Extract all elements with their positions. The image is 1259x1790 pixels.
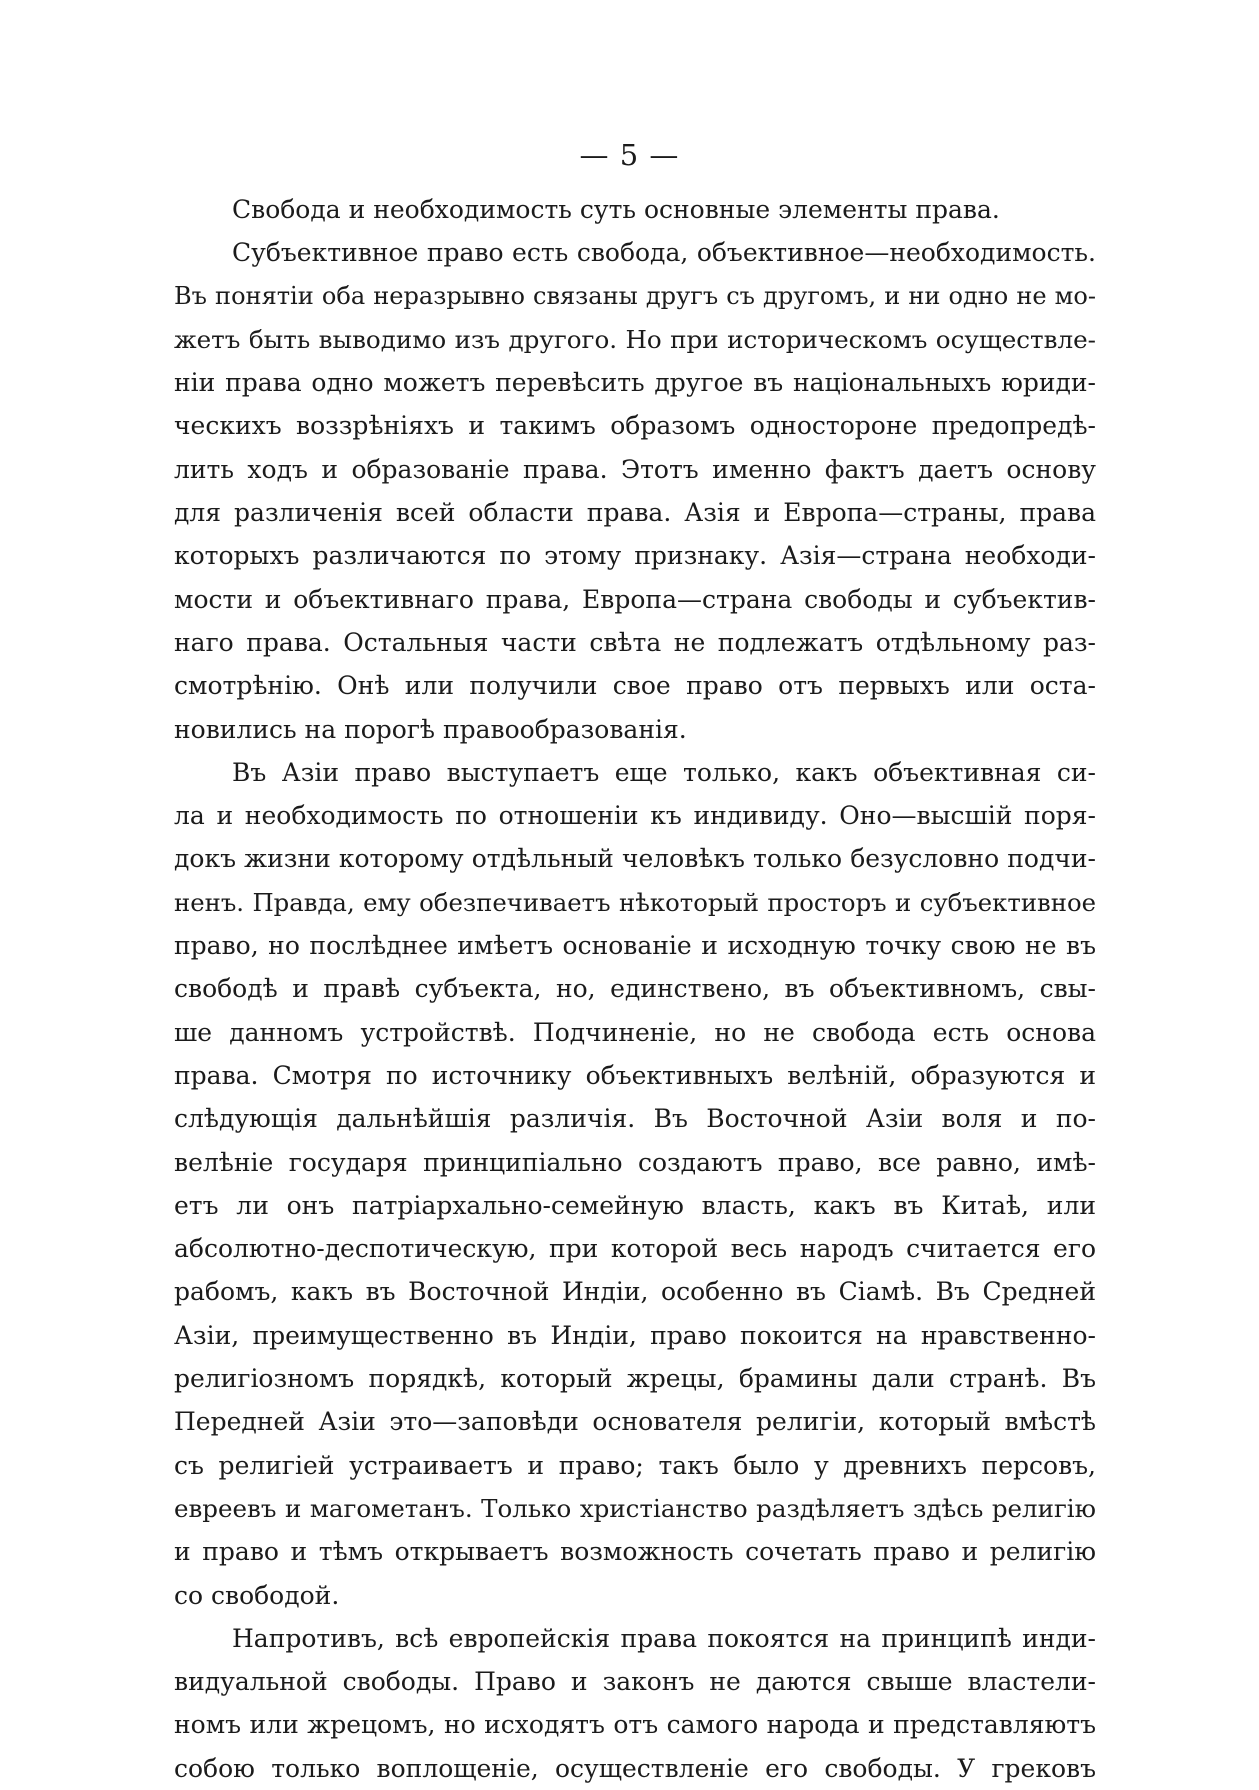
body-text xyxy=(174,188,1096,1790)
text-line: ла и необходимость по отношеніи къ индивиду. Оно—высшій поря- xyxy=(174,801,1096,831)
text-line: которыхъ различаются по этому признаку. Азія—страна необходи- xyxy=(174,541,1096,571)
text-line: докъ жизни которому отдѣльный человѣкъ только безусловно подчи- xyxy=(174,844,1096,874)
text-line: новились на порогѣ правообразованія. xyxy=(174,714,687,744)
text-line: абсолютно-деспотическую, при которой весь народъ считается его xyxy=(174,1234,1096,1264)
text-line: Въ Азіи право выступаетъ еще только, какъ объективная си- xyxy=(232,757,1096,787)
text-line: ше данномъ устройствѣ. Подчиненіе, но не свобода есть основа xyxy=(174,1017,1096,1047)
text-line: свободѣ и правѣ субъекта, но, единствено, въ объективномъ, свы- xyxy=(174,974,1096,1004)
text-line: и право и тѣмъ открываетъ возможность сочетать право и религію xyxy=(174,1537,1096,1567)
text-line: для различенія всей области права. Азія и Европа—страны, права xyxy=(174,498,1096,528)
text-line: мости и объективнаго права, Европа—страна свободы и субъектив- xyxy=(174,584,1096,614)
text-line: номъ или жрецомъ, но исходятъ отъ самого народа и представляютъ xyxy=(174,1710,1096,1740)
text-line: смотрѣнію. Онѣ или получили свое право отъ первыхъ или оста- xyxy=(174,671,1096,701)
text-line: Напротивъ, всѣ европейскія права покоятся на принципѣ инди- xyxy=(232,1623,1096,1653)
text-line: право, но послѣднее имѣетъ основаніе и исходную точку свою не въ xyxy=(174,931,1096,961)
text-line: лить ходъ и образованіе права. Этотъ именно фактъ даетъ основу xyxy=(174,454,1096,484)
text-line: съ религіей устраиваетъ и право; такъ было у древнихъ персовъ, xyxy=(174,1450,1096,1480)
text-line: ческихъ воззрѣніяхъ и такимъ образомъ односторонe предопредѣ- xyxy=(174,411,1096,441)
text-line: етъ ли онъ патріархально-семейную власть, какъ въ Китаѣ, или xyxy=(174,1190,1096,1220)
text-line: со свободой. xyxy=(174,1580,340,1610)
text-line: велѣніе государя принципіально создаютъ право, все равно, имѣ- xyxy=(174,1147,1096,1177)
text-line: евреевъ и магометанъ. Только христіанство раздѣляетъ здѣсь религію xyxy=(174,1493,1096,1523)
text-line: слѣдующія дальнѣйшія различія. Въ Восточной Азіи воля и по- xyxy=(174,1104,1096,1134)
text-line: права. Смотря по источнику объективныхъ велѣній, образуются и xyxy=(174,1060,1096,1090)
page-number: — 5 — xyxy=(579,138,680,172)
text-line: видуальной свободы. Право и законъ не даются свыше властели- xyxy=(174,1667,1096,1697)
text-line: собою только воплощеніе, осуществленіе его свободы. У грековъ xyxy=(174,1753,1096,1783)
text-line: религіозномъ порядкѣ, который жрецы, брамины дали странѣ. Въ xyxy=(174,1364,1096,1394)
text-line: рабомъ, какъ въ Восточной Индіи, особенно въ Сіамѣ. Въ Средней xyxy=(174,1277,1096,1307)
text-line: Свобода и необходимость суть основные элементы права. xyxy=(232,195,1000,224)
text-line: Въ понятіи оба неразрывно связаны другъ съ другомъ, и ни одно не мо- xyxy=(174,281,1096,310)
text-line: Передней Азіи это—заповѣди основателя религіи, который вмѣстѣ xyxy=(174,1407,1096,1437)
text-line: ненъ. Правда, ему обезпечиваетъ нѣкоторый просторъ и субъективное xyxy=(174,887,1096,917)
text-line: жетъ быть выводимо изъ другого. Но при историческомъ осуществле- xyxy=(174,324,1096,354)
text-line: Субъективное право есть свобода, объективное—необходимость. xyxy=(232,238,1096,268)
text-line: наго права. Остальныя части свѣта не подлежатъ отдѣльному раз- xyxy=(174,627,1096,657)
text-line: Азіи, преимущественно въ Индіи, право покоится на нравственно- xyxy=(174,1320,1096,1350)
text-line: ніи права одно можетъ перевѣсить другое въ національныхъ юриди- xyxy=(174,368,1096,398)
